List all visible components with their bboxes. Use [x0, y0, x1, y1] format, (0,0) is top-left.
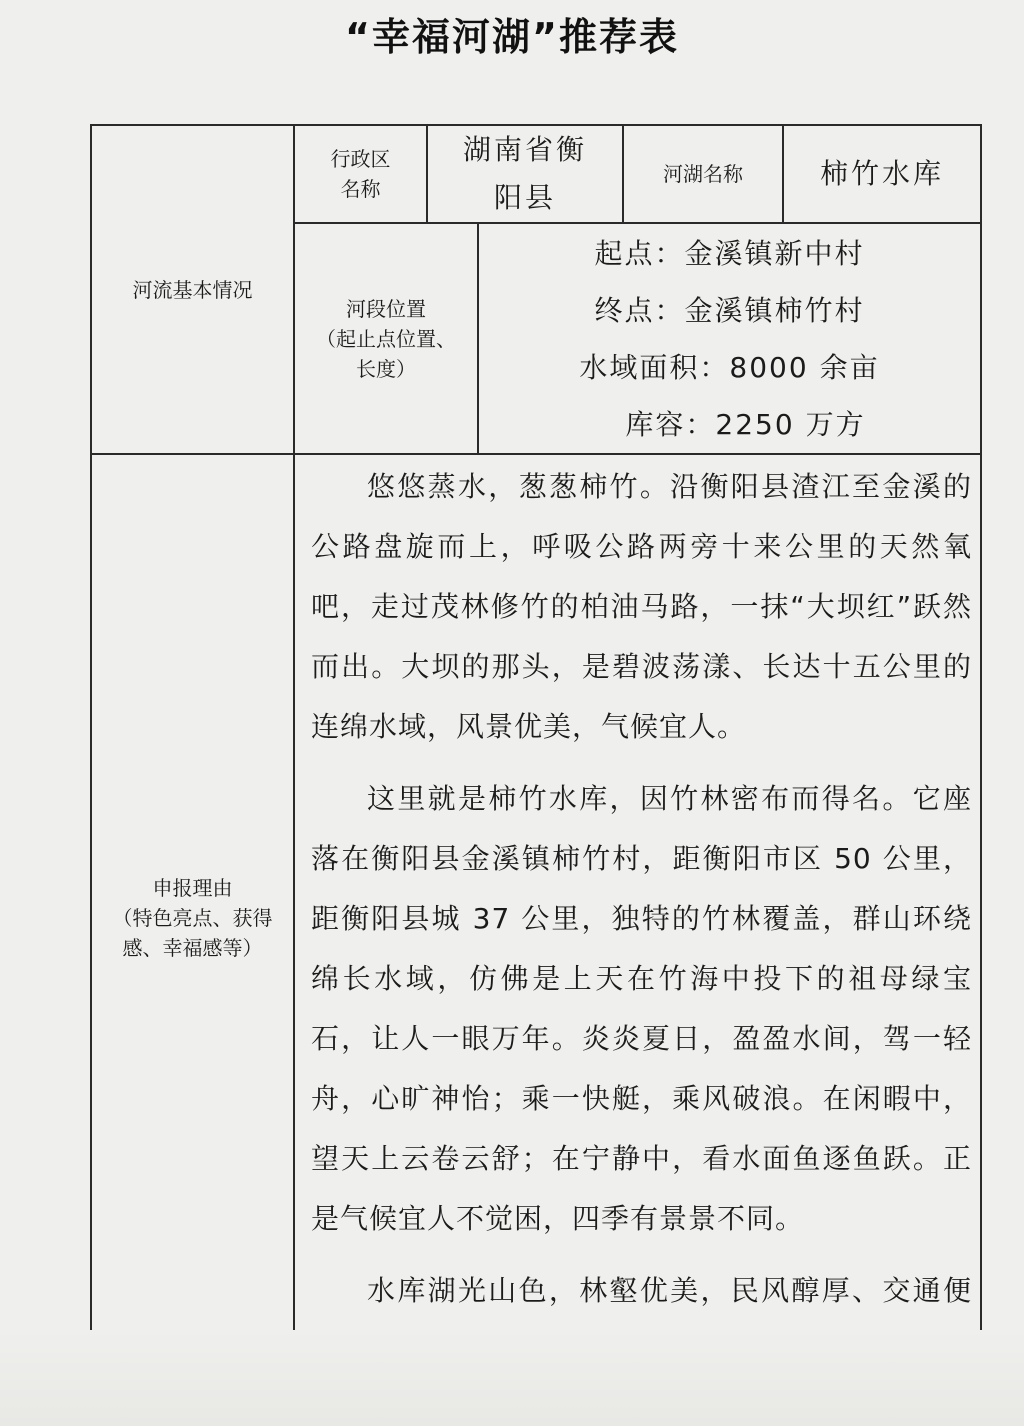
segment-position-label-cell — [294, 223, 478, 454]
segment-end-point: 终点：金溪镇柿竹村 — [594, 293, 865, 327]
admin-region-label-line-2: 名称 — [340, 177, 381, 201]
segment-position-value-cell — [478, 223, 981, 454]
segment-reservoir-capacity: 库容：2250 万方 — [625, 407, 866, 441]
segment-position-label-line-1: 河段位置 — [346, 296, 426, 321]
segment-start-point: 起点：金溪镇新中村 — [594, 236, 865, 270]
segment-water-area: 水域面积：8000 余亩 — [579, 350, 880, 384]
section-label-basic-info: 河流基本情况 — [91, 125, 294, 454]
reason-paragraph-3: 水库湖光山色，林壑优美，民风醇厚、交通便 — [367, 1274, 973, 1307]
page-title: “幸福河湖”推荐表 — [345, 15, 679, 59]
river-name-value: 柿竹水库 — [783, 125, 981, 223]
admin-region-value-cell — [427, 125, 623, 223]
admin-region-label-cell — [294, 125, 427, 223]
segment-position-label-line-3: 长度） — [356, 356, 416, 381]
admin-region-label-line-1: 行政区 — [330, 147, 391, 171]
recommendation-form-table — [90, 124, 982, 1383]
reason-paragraph-2: 这里就是柿竹水库，因竹林密布而得名。它座落在衡阳县金溪镇柿竹村，距衡阳市区 50 公里，距衡阳县城 37 公里，独特的竹林覆盖，群山环绕绵长水域，仿佛是上天在竹海中投下的祖母绿宝石，让人一眼万年。炎炎夏日，盈盈水间，驾一轻舟，心旷神怡；乘一快艇，乘风破浪。在闲暇中，望天上云卷云舒；在宁静中，看水面鱼逐鱼跃。正是气候宜人不觉困，四季有景景不同。 — [311, 782, 973, 1235]
river-name-label: 河湖名称 — [623, 125, 783, 223]
page-bottom-margin — [0, 1330, 1024, 1426]
admin-region-value-line-2: 阳县 — [494, 181, 557, 214]
admin-region-value-line-1: 湖南省衡 — [463, 133, 588, 166]
reason-label-cell — [91, 454, 294, 1382]
reason-row — [91, 454, 981, 1382]
basic-info-row-1 — [91, 125, 981, 223]
reason-paragraph-1: 悠悠蒸水，葱葱柿竹。沿衡阳县渣江至金溪的公路盘旋而上，呼吸公路两旁十来公里的天然氧吧，走过茂林修竹的柏油马路，一抹“大坝红”跃然而出。大坝的那头，是碧波荡漾、长达十五公里的连绵水域，风景优美，气候宜人。 — [311, 470, 973, 743]
reason-content-cell — [294, 454, 981, 1382]
reason-label-line-3: 感、幸福感等） — [122, 936, 263, 960]
reason-label-line-2: （特色亮点、获得 — [112, 906, 273, 930]
segment-position-label-line-2: （起止点位置、 — [316, 326, 456, 351]
reason-label-line-1: 申报理由 — [152, 876, 233, 900]
